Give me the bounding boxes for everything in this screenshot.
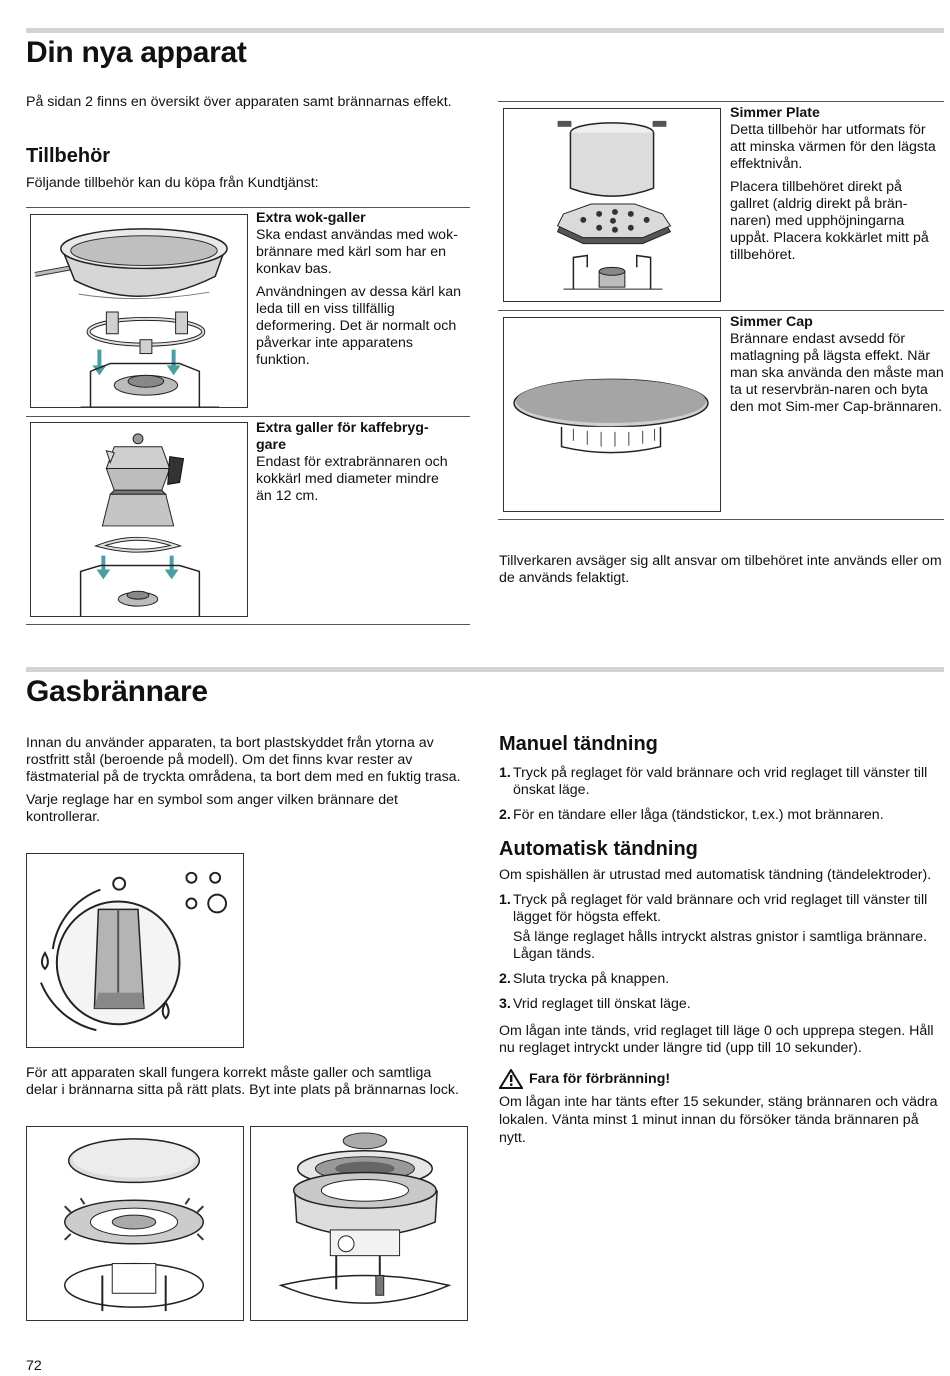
warning-triangle-icon — [499, 1069, 523, 1089]
section-rule-top — [26, 28, 944, 33]
burner-exploded-illustration-2 — [250, 1126, 468, 1321]
list-item: 1. Tryck på reglaget för vald brännare och vrid reglaget till vänster till lägget för högsta effekt. Så länge reglaget hålls intryckt alstras gnistor i samtliga brännare. Lågan tänds. — [499, 892, 928, 962]
warning-text: Om lågan inte har tänts efter 15 sekunder, stäng brännaren och vädra lokalen. Vänta minst 1 minut innan du försöker tända brännaren på nytt. — [499, 1094, 938, 1146]
manual-steps-list — [499, 765, 944, 824]
list-item: 3. Vrid reglaget till önskat läge. — [499, 996, 691, 1012]
auto-ignition-heading: Automatisk tändning — [499, 838, 698, 860]
wok-ring-illustration — [30, 214, 248, 408]
wok-title: Extra wok-galler — [256, 210, 366, 226]
wok-text-1: Ska endast användas med wok-brännare med kärl som har en konkav bas. — [256, 227, 458, 277]
page-number: 72 — [26, 1358, 42, 1374]
simmer-plate-text-1: Detta tillbehör har utformats för att minska värmen för den lägsta effektnivån. — [730, 122, 936, 172]
accessories-intro: Följande tillbehör kan du köpa från Kundtjänst: — [26, 175, 319, 191]
gas-para-2: Varje reglage har en symbol som anger vilken brännare det kontrollerar. — [26, 792, 398, 825]
intro-text: På sidan 2 finns en översikt över apparaten samt brännarnas effekt. — [26, 94, 452, 110]
wok-text-2: Användningen av dessa kärl kan leda till en viss tillfällig deformering. Det är normalt och påverkar inte apparatens funktion. — [256, 284, 462, 368]
divider — [498, 101, 944, 102]
auto-outro: Om lågan inte tänds, vrid reglaget till läge 0 och upprepa stegen. Håll nu reglaget intryckt under längre tid (upp till 10 sekunder). — [499, 1023, 934, 1056]
coffee-maker-illustration — [30, 422, 248, 617]
divider — [26, 624, 470, 625]
simmer-cap-title: Simmer Cap — [730, 314, 813, 330]
list-item: 2. Sluta trycka på knappen. — [499, 971, 670, 987]
divider — [498, 519, 944, 520]
simmer-plate-text-2: Placera tillbehöret direkt på gallret (aldrig direkt på brän-naren) med upphöjningarna uppåt. Placera kokkärlet mitt på tillbehöret. — [730, 179, 929, 263]
auto-intro: Om spishällen är utrustad med automatisk tändning (tändelektroder). — [499, 867, 932, 883]
simmer-cap-text: Brännare endast avsedd för matlagning på lägsta effekt. När man ska använda den måste man ta ut reservbrän-naren och byta den mot Sim-mer Cap-brännaren. — [730, 331, 944, 415]
page-title: Din nya apparat — [26, 36, 247, 69]
section-rule-top — [26, 667, 944, 672]
simmer-cap-illustration — [503, 317, 721, 512]
disclaimer-text: Tillverkaren avsäger sig allt ansvar om tilbehöret inte används eller om de används felaktigt. — [499, 553, 942, 586]
control-knob-illustration — [26, 853, 244, 1048]
section-title: Gasbrännare — [26, 675, 208, 708]
gas-para-1: Innan du använder apparaten, ta bort plastskyddet från ytorna av rostfritt stål (beroende på modell). Om det finns kvar rester av fästmaterial på de tryckta områdena, ta bort dem med en fuktig trasa. — [26, 735, 461, 785]
divider — [498, 310, 944, 311]
manual-ignition-heading: Manuel tändning — [499, 733, 658, 755]
divider — [26, 207, 470, 208]
divider — [26, 416, 470, 417]
gas-para-3: För att apparaten skall fungera korrekt måste galler och samtliga delar i brännarna sitta på rätt plats. Byt inte plats på brännarnas lock. — [26, 1065, 459, 1098]
warning-title: Fara för förbränning! — [529, 1070, 671, 1087]
list-item: 2. För en tändare eller låga (tändstickor, t.ex.) mot brännaren. — [499, 807, 884, 823]
warning-row — [499, 1069, 944, 1089]
simmer-plate-illustration — [503, 108, 721, 302]
burner-exploded-illustration-1 — [26, 1126, 244, 1321]
auto-steps-list — [499, 892, 944, 1013]
coffee-text: Endast för extrabrännaren och kokkärl med diameter mindre än 12 cm. — [256, 454, 448, 504]
coffee-title: Extra galler för kaffebryg-gare — [256, 420, 429, 453]
accessories-heading: Tillbehör — [26, 145, 111, 167]
simmer-plate-title: Simmer Plate — [730, 105, 820, 121]
list-item: 1. Tryck på reglaget för vald brännare och vrid reglaget till vänster till önskat läge. — [499, 765, 928, 798]
